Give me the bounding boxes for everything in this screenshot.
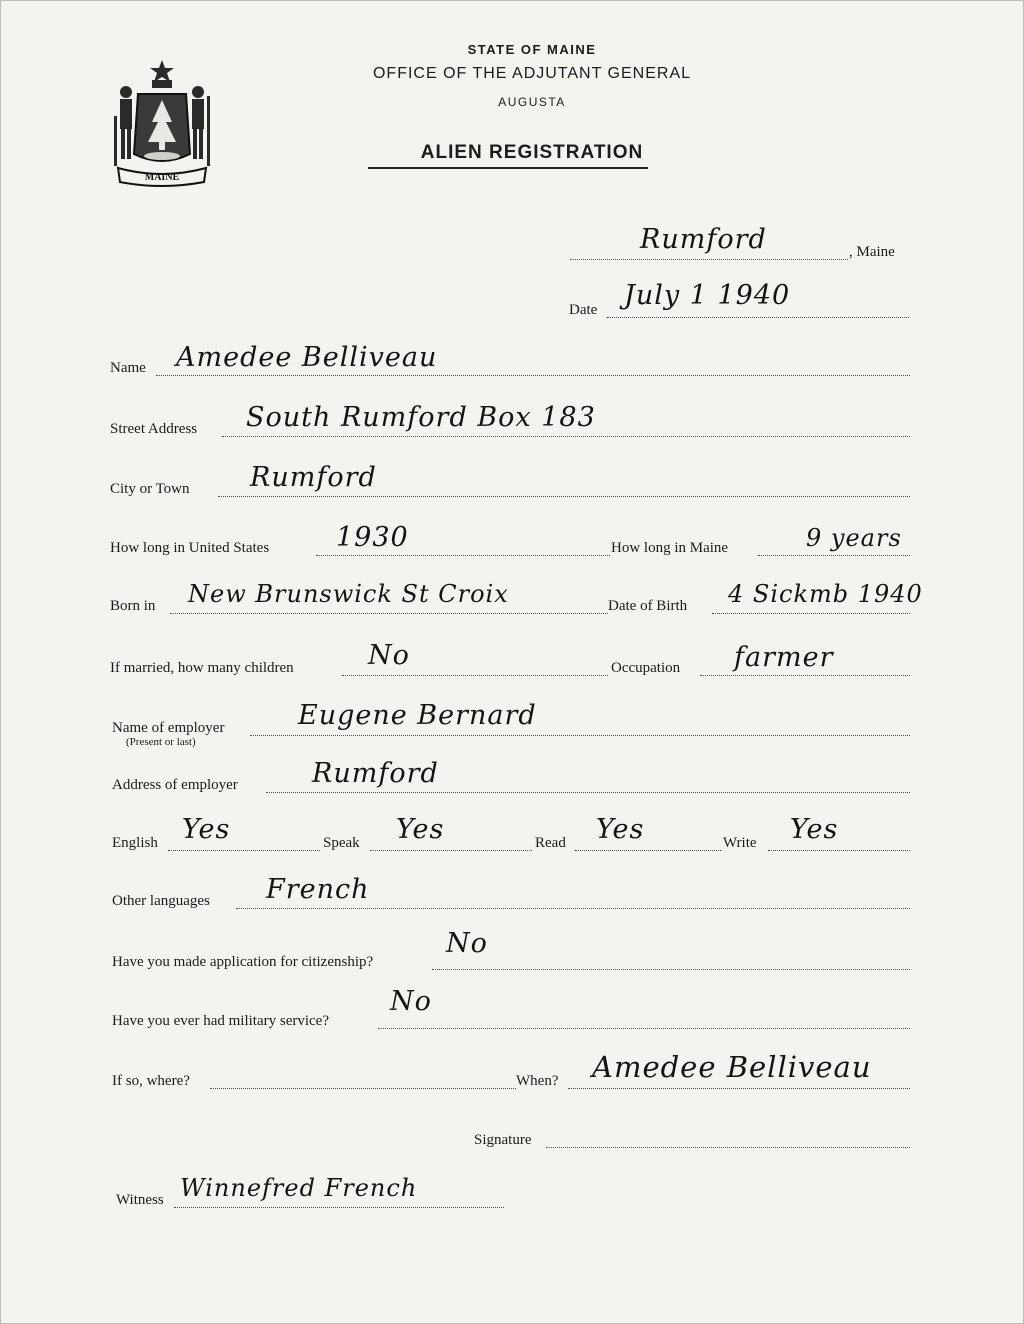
date-label: Date bbox=[569, 302, 598, 318]
write-value[interactable]: Yes bbox=[790, 814, 839, 845]
title-underline bbox=[368, 167, 648, 169]
children-value[interactable]: No bbox=[368, 640, 410, 671]
name-line bbox=[156, 375, 910, 376]
when-line bbox=[568, 1088, 910, 1089]
if-so-where-line bbox=[210, 1088, 516, 1089]
children-label: If married, how many children bbox=[110, 660, 294, 676]
date-of-birth-line bbox=[712, 613, 910, 614]
write-label: Write bbox=[723, 835, 757, 851]
signature-label: Signature bbox=[474, 1132, 532, 1148]
form-title: ALIEN REGISTRATION bbox=[420, 142, 644, 163]
witness-line bbox=[174, 1207, 504, 1208]
date-of-birth-label: Date of Birth bbox=[608, 598, 688, 614]
how-long-us-label: How long in United States bbox=[110, 540, 270, 556]
read-value[interactable]: Yes bbox=[596, 814, 645, 845]
city-label: City or Town bbox=[110, 481, 190, 497]
speak-label: Speak bbox=[323, 835, 360, 851]
speak-value[interactable]: Yes bbox=[396, 814, 445, 845]
seal-banner-text: MAINE bbox=[144, 172, 180, 183]
header-city: AUGUSTA bbox=[498, 95, 566, 109]
other-languages-label: Other languages bbox=[112, 893, 210, 909]
speak-line bbox=[370, 850, 532, 851]
read-line bbox=[575, 850, 721, 851]
date-of-birth-value[interactable]: 4 Sickmb 1940 bbox=[728, 580, 923, 608]
witness-value[interactable]: Winnefred French bbox=[180, 1174, 418, 1202]
town-line bbox=[570, 259, 848, 260]
how-long-maine-value[interactable]: 9 years bbox=[806, 524, 902, 552]
how-long-us-value[interactable]: 1930 bbox=[336, 522, 409, 553]
city-value[interactable]: Rumford bbox=[250, 462, 377, 493]
english-line bbox=[168, 850, 320, 851]
witness-label: Witness bbox=[116, 1192, 164, 1208]
employer-note: (Present or last) bbox=[126, 736, 196, 748]
name-value[interactable]: Amedee Belliveau bbox=[176, 342, 438, 373]
how-long-us-line bbox=[316, 555, 610, 556]
english-label: English bbox=[112, 835, 158, 851]
other-languages-value[interactable]: French bbox=[266, 874, 370, 905]
name-label: Name bbox=[110, 360, 146, 376]
signature-value[interactable]: Amedee Belliveau bbox=[592, 1050, 872, 1084]
occupation-line bbox=[700, 675, 910, 676]
signature-line bbox=[546, 1147, 910, 1148]
street-address-label: Street Address bbox=[110, 421, 198, 437]
header-state: STATE OF MAINE bbox=[467, 42, 597, 57]
street-address-line bbox=[222, 436, 910, 437]
military-line bbox=[378, 1028, 910, 1029]
city-line bbox=[218, 496, 910, 497]
street-address-value[interactable]: South Rumford Box 183 bbox=[246, 402, 596, 433]
employer-address-label: Address of employer bbox=[112, 777, 238, 793]
born-in-line bbox=[170, 613, 608, 614]
date-line bbox=[607, 317, 909, 318]
town-value[interactable]: Rumford bbox=[640, 224, 767, 255]
occupation-label: Occupation bbox=[611, 660, 681, 676]
header-office: OFFICE OF THE ADJUTANT GENERAL bbox=[372, 65, 692, 82]
citizenship-line bbox=[432, 969, 910, 970]
citizenship-value[interactable]: No bbox=[446, 928, 488, 959]
employer-name-value[interactable]: Eugene Bernard bbox=[298, 700, 537, 731]
employer-name-line bbox=[250, 735, 910, 736]
english-value[interactable]: Yes bbox=[182, 814, 231, 845]
write-line bbox=[768, 850, 910, 851]
if-so-where-label: If so, where? bbox=[112, 1073, 190, 1089]
military-value[interactable]: No bbox=[390, 986, 432, 1017]
other-languages-line bbox=[236, 908, 910, 909]
when-label: When? bbox=[516, 1073, 559, 1089]
date-value[interactable]: July 1 1940 bbox=[624, 280, 791, 311]
occupation-value[interactable]: farmer bbox=[734, 642, 834, 673]
how-long-maine-line bbox=[758, 555, 910, 556]
read-label: Read bbox=[535, 835, 566, 851]
employer-address-line bbox=[266, 792, 910, 793]
employer-address-value[interactable]: Rumford bbox=[312, 758, 439, 789]
born-in-value[interactable]: New Brunswick St Croix bbox=[188, 580, 509, 608]
employer-name-label: Name of employer bbox=[112, 720, 225, 736]
children-line bbox=[342, 675, 608, 676]
citizenship-label: Have you made application for citizenship? bbox=[112, 954, 374, 970]
maine-label: , Maine bbox=[849, 244, 895, 260]
how-long-maine-label: How long in Maine bbox=[611, 540, 729, 556]
born-in-label: Born in bbox=[110, 598, 156, 614]
military-label: Have you ever had military service? bbox=[112, 1013, 329, 1029]
